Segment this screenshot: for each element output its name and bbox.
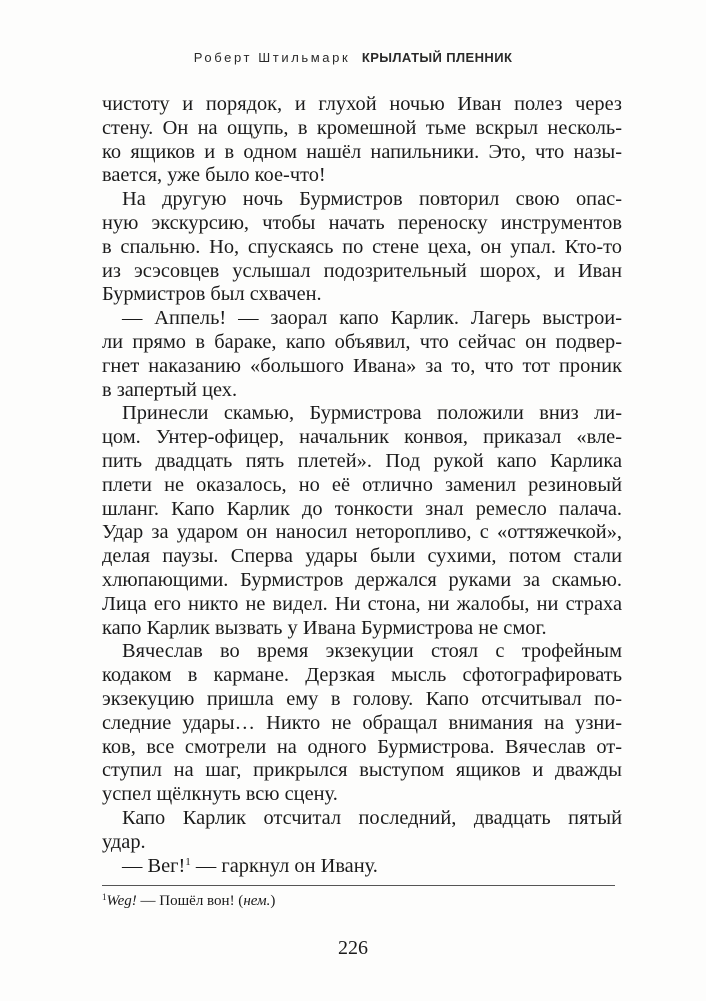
footnote-divider — [102, 885, 615, 886]
text-line: — Аппель! — заорал капо Карлик. Лагерь выстрои- — [122, 307, 622, 330]
text-line: пить двадцать пять плетей». Под рукой капо Карлика — [102, 449, 622, 472]
text-line-final — [102, 855, 622, 879]
text-line: ко ящиков и в одном нашёл напильники. Это, что назы- — [102, 140, 622, 163]
text-line: хлюпающими. Бурмистров держался руками за скамью. — [102, 568, 622, 591]
footnote-language-note: нем. — [243, 893, 271, 909]
text-line: успел щёлкнуть всю сцену. — [102, 783, 338, 806]
footnote-marker: 1 — [102, 892, 107, 902]
text-line: Принесли скамью, Бурмистрова положили вниз ли- — [122, 402, 622, 425]
text-line: вается, уже было кое-что! — [102, 164, 326, 187]
running-header — [0, 50, 706, 66]
text-line: На другую ночь Бурмистров повторил свою опас- — [122, 188, 622, 211]
text-line: цом. Унтер-офицер, начальник конвоя, приказал «вле- — [102, 426, 622, 449]
text-line: стену. Он на ощупь, в кромешной тьме вскрыл несколь- — [102, 116, 622, 139]
text-line: Удар за ударом он наносил неторопливо, с «оттяжечкой», — [102, 521, 622, 544]
text-line: капо Карлик вызвать у Ивана Бурмистрова не смог. — [102, 616, 547, 639]
footnote-term: Weg! — [106, 893, 137, 909]
text-line: Капо Карлик отсчитал последний, двадцать пятый — [122, 806, 622, 829]
text-line: ков, все смотрели на одного Бурмистрова. Вячеслав от- — [102, 735, 622, 758]
header-author: Роберт Штильмарк — [193, 50, 351, 65]
text-line: экзекуцию пришла ему в голову. Капо отсчитывал по- — [102, 687, 622, 710]
final-line-end: — гаркнул он Ивану. — [190, 854, 378, 877]
footnote-translation: — Пошёл вон! ( — [136, 893, 244, 909]
text-line: делая паузы. Сперва удары были сухими, потом стали — [102, 545, 622, 568]
text-line: в спальню. Но, спускаясь по стене цеха, он упал. Кто-то — [102, 235, 622, 258]
footnote-close: ) — [270, 893, 276, 909]
text-line: шланг. Капо Карлик до тонкости знал ремесло палача. — [102, 497, 622, 520]
text-line: следние удары… Никто не обращал внимания на узни- — [102, 711, 622, 734]
text-line: ли прямо в бараке, капо объявил, что сейчас он подвер- — [102, 330, 622, 353]
text-line: Лица его никто не видел. Ни стона, ни жалобы, ни страха — [102, 592, 622, 615]
header-book-title: КРЫЛАТЫЙ ПЛЕННИК — [361, 50, 513, 65]
text-line: кодаком в кармане. Дерзкая мысль сфотографировать — [102, 664, 622, 687]
text-line: ступил на шаг, прикрылся выступом ящиков и дважды — [102, 759, 622, 782]
text-line: чистоту и порядок, и глухой ночью Иван полез через — [102, 93, 622, 115]
text-line: ную экскурсию, чтобы начать переноску инструментов — [102, 211, 622, 234]
text-line: из эсэсовцев услышал подозрительный шорох, и Иван — [102, 259, 622, 282]
text-line: удар. — [102, 830, 146, 853]
text-line: Вячеслав во время экзекуции стоял с трофейным — [122, 640, 622, 663]
footnote — [102, 892, 622, 910]
text-line: в запертый цех. — [102, 378, 238, 401]
text-line: плети не оказалось, но её отлично заменил резиновый — [102, 473, 622, 496]
text-line: гнет наказанию «большого Ивана» за то, что тот проник — [102, 354, 622, 377]
text-line: Бурмистров был схвачен. — [102, 283, 322, 306]
page-number: 226 — [338, 937, 368, 959]
body-text — [102, 93, 622, 878]
footnote-reference: 1 — [185, 855, 191, 868]
final-line-start: — Вег! — [122, 854, 186, 877]
